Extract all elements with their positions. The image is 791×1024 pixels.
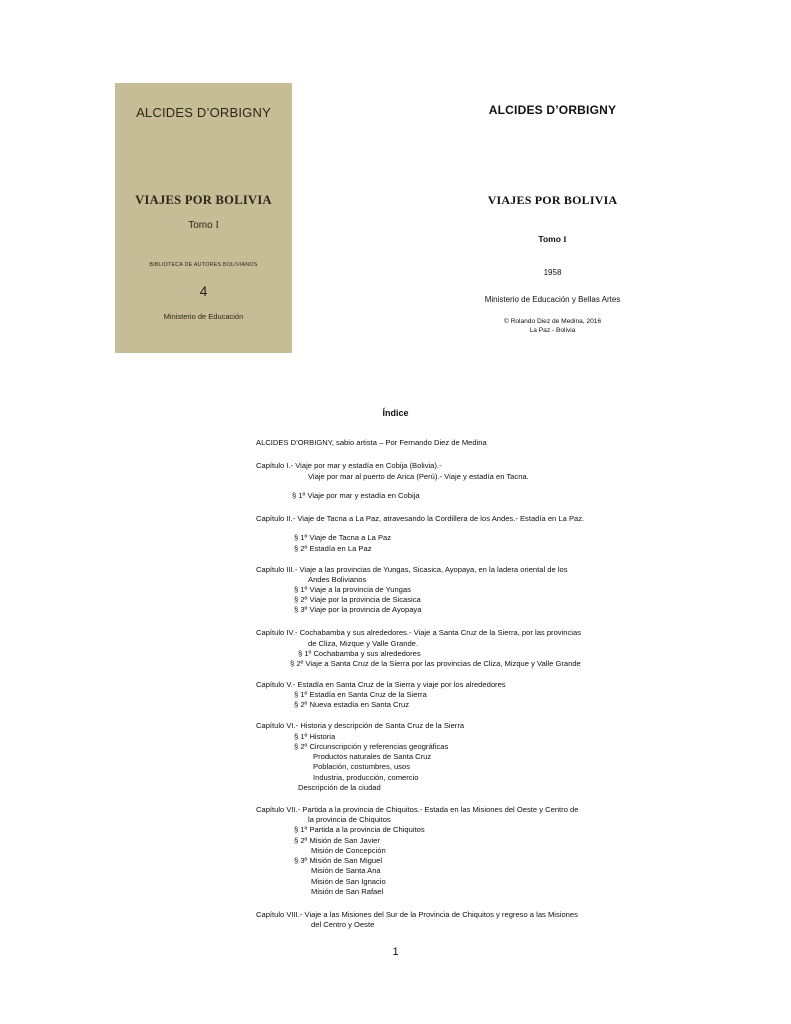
book-cover bbox=[115, 83, 292, 353]
toc-line: Capítulo III.- Viaje a las provincias de Yungas, Sicasica, Ayopaya, en la ladera oriental de los bbox=[256, 565, 568, 574]
index-heading: Índice bbox=[382, 408, 409, 418]
toc-line: § 1º Viaje a la provincia de Yungas bbox=[294, 585, 411, 594]
cover-title: VIAJES POR BOLIVIA bbox=[135, 193, 272, 207]
toc-line: Capítulo V.- Estadía en Santa Cruz de la Sierra y viaje por los alrededores bbox=[256, 680, 506, 689]
toc-line: § 3º Misión de San Miguel bbox=[294, 856, 383, 865]
toc-line: § 2º Nueva estadía en Santa Cruz bbox=[294, 700, 410, 709]
toc-line: de Cliza, Mizque y Valle Grande. bbox=[308, 639, 419, 648]
toc-line: § 1º Estadía en Santa Cruz de la Sierra bbox=[294, 690, 427, 699]
toc-line: Industria, producción, comercio bbox=[313, 773, 419, 782]
title-page-tomo-label: Tomo bbox=[538, 234, 561, 244]
toc-line: la provincia de Chiquitos bbox=[308, 815, 391, 824]
toc-line: Misión de Santa Ana bbox=[311, 866, 381, 875]
title-page-tomo bbox=[420, 234, 685, 244]
toc-line: Capítulo VI.- Historia y descripción de Santa Cruz de la Sierra bbox=[256, 721, 465, 730]
toc-line: Capítulo VII.- Partida a la provincia de Chiquitos.- Estada en las Misiones del Oeste y Centro de bbox=[256, 805, 579, 814]
title-page-copyright: © Rolando Diez de Medina, 2016 bbox=[503, 318, 602, 325]
title-page-year: 1958 bbox=[543, 268, 562, 277]
cover-tomo bbox=[115, 220, 292, 231]
cover-tomo-number: I bbox=[215, 220, 219, 231]
toc-line: Andes Bolivianos bbox=[308, 575, 367, 584]
cover-volume-number: 4 bbox=[199, 283, 208, 299]
title-page-title: VIAJES POR BOLIVIA bbox=[487, 193, 618, 207]
toc-line: Descripción de la ciudad bbox=[298, 783, 381, 792]
cover-author: ALCIDES D’ORBIGNY bbox=[136, 105, 271, 120]
title-page-copyright-block bbox=[420, 317, 685, 335]
cover-publisher: Ministerio de Educación bbox=[163, 312, 244, 321]
toc-line: Población, costumbres, usos bbox=[313, 762, 411, 771]
toc-line: Capítulo VIII.- Viaje a las Misiones del Sur de la Provincia de Chiquitos y regreso a las Misiones bbox=[256, 910, 578, 919]
title-page-location: La Paz - Bolivia bbox=[529, 327, 576, 334]
toc-line: § 2º Viaje por la provincia de Sicasica bbox=[294, 595, 421, 604]
toc-line: § 1º Viaje por mar y estadía en Cobija bbox=[292, 491, 420, 500]
toc-line: Viaje por mar al puerto de Arica (Perú).- Viaje y estadía en Tacna. bbox=[308, 472, 529, 481]
toc-line: Capítulo II.- Viaje de Tacna a La Paz, atravesando la Cordillera de los Andes.- Estadía en La Paz. bbox=[256, 514, 585, 523]
toc-line: § 1º Partida a la provincia de Chiquitos bbox=[294, 825, 425, 834]
toc-line: Productos naturales de Santa Cruz bbox=[313, 752, 432, 761]
toc-line: § 2º Estadía en La Paz bbox=[294, 544, 372, 553]
toc-line: § 1º Cochabamba y sus alrededores bbox=[298, 649, 421, 658]
toc-line: ALCIDES D’ORBIGNY, sabio artista – Por Fernando Diez de Medina bbox=[256, 438, 487, 447]
toc-line: § 1º Historia bbox=[294, 732, 336, 741]
page-number: 1 bbox=[392, 946, 399, 958]
toc-line: Capítulo IV.- Cochabamba y sus alrededores.- Viaje a Santa Cruz de la Sierra, por las provincias bbox=[256, 628, 582, 637]
toc-line: § 2º Misión de San Javier bbox=[294, 836, 380, 845]
toc-line: Misión de Concepción bbox=[311, 846, 386, 855]
title-page-publisher: Ministerio de Educación y Bellas Artes bbox=[484, 295, 621, 304]
cover-series: BIBLIOTECA DE AUTORES BOLIVIANOS bbox=[149, 262, 258, 268]
title-page-tomo-number: I bbox=[563, 234, 567, 244]
toc-line: § 1º Viaje de Tacna a La Paz bbox=[294, 533, 392, 542]
toc-line: § 3º Viaje por la provincia de Ayopaya bbox=[294, 605, 422, 614]
cover-tomo-label: Tomo bbox=[188, 220, 213, 231]
toc-line: Misión de San Ignacio bbox=[311, 877, 386, 886]
toc-line: del Centro y Oeste bbox=[311, 920, 375, 929]
title-page-author: ALCIDES D’ORBIGNY bbox=[488, 103, 617, 117]
toc-line: § 2º Viaje a Santa Cruz de la Sierra por las provincias de Cliza, Mizque y Valle Grande bbox=[290, 659, 581, 668]
toc-line: Capítulo I.- Viaje por mar y estadía en Cobija (Bolivia).- bbox=[256, 461, 442, 470]
toc-line: Misión de San Rafael bbox=[311, 887, 384, 896]
toc-line: § 2º Circunscripción y referencias geográficas bbox=[294, 742, 449, 751]
